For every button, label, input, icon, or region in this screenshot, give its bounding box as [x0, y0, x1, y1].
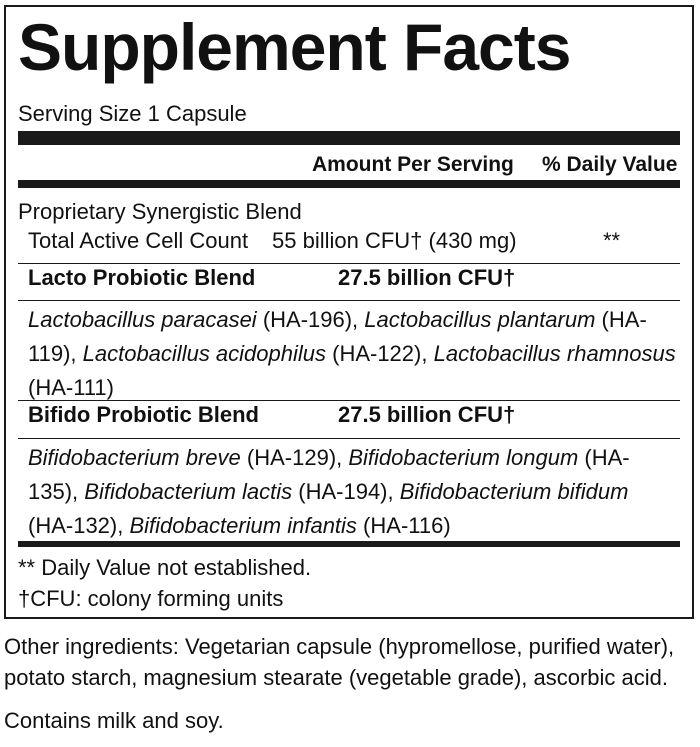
- strain-species: Bifidobacterium infantis: [129, 513, 357, 538]
- strain-code: (HA-129),: [240, 445, 349, 470]
- thick-divider-bottom: [18, 541, 680, 547]
- lacto-strain-list: [28, 303, 678, 405]
- strain-species: Bifidobacterium longum: [348, 445, 579, 470]
- supplement-facts-panel: [4, 5, 694, 619]
- bifido-blend-amount: 27.5 billion CFU†: [338, 402, 516, 427]
- strain-code: (HA-116): [356, 513, 451, 538]
- total-count-label: Total Active Cell Count: [28, 228, 249, 253]
- allergen-statement: Contains milk and soy.: [4, 708, 224, 733]
- lacto-blend-name: Lacto Probiotic Blend: [28, 265, 256, 290]
- other-ingredients-line-1: Other ingredients: Vegetarian capsule (hypromellose, purified water),: [4, 634, 675, 659]
- strain-species: Bifidobacterium bifidum: [399, 479, 629, 504]
- panel-title: Supplement Facts: [18, 10, 571, 84]
- thick-divider-header: [18, 180, 680, 188]
- strain-species: Bifidobacterium lactis: [84, 479, 293, 504]
- strain-species: Lactobacillus rhamnosus: [433, 341, 676, 366]
- strain-code: (HA-132),: [28, 513, 130, 538]
- strain-species: Lactobacillus acidophilus: [82, 341, 326, 366]
- strain-code: (HA-196),: [256, 307, 365, 332]
- lacto-blend-amount: 27.5 billion CFU†: [338, 265, 516, 290]
- strain-code: (HA-122),: [326, 341, 434, 366]
- strain-code: (HA-194),: [292, 479, 400, 504]
- strain-species: Lactobacillus paracasei: [28, 307, 257, 332]
- strain-code: (HA-119),: [28, 307, 647, 366]
- divider: [18, 438, 680, 439]
- total-count-daily-value: **: [603, 228, 621, 253]
- divider: [18, 300, 680, 301]
- strain-species: Lactobacillus plantarum: [364, 307, 596, 332]
- bifido-strain-list: [28, 441, 678, 543]
- proprietary-blend-title: Proprietary Synergistic Blend: [18, 199, 302, 224]
- divider: [18, 400, 680, 401]
- thick-divider-top: [18, 131, 680, 145]
- bifido-blend-name: Bifido Probiotic Blend: [28, 402, 259, 427]
- footnote-daily-value: ** Daily Value not established.: [18, 555, 312, 580]
- divider: [18, 263, 680, 264]
- strain-species: Bifidobacterium breve: [28, 445, 241, 470]
- serving-size: Serving Size 1 Capsule: [18, 101, 247, 126]
- strain-code: (HA-135),: [28, 445, 630, 504]
- daily-value-header: % Daily Value: [542, 153, 678, 176]
- total-count-amount: 55 billion CFU† (430 mg): [272, 228, 517, 253]
- strain-code: (HA-111): [28, 375, 114, 400]
- other-ingredients-line-2: potato starch, magnesium stearate (vegetable grade), ascorbic acid.: [4, 665, 669, 690]
- amount-per-serving-header: Amount Per Serving: [312, 153, 514, 176]
- footnote-cfu: †CFU: colony forming units: [18, 586, 284, 611]
